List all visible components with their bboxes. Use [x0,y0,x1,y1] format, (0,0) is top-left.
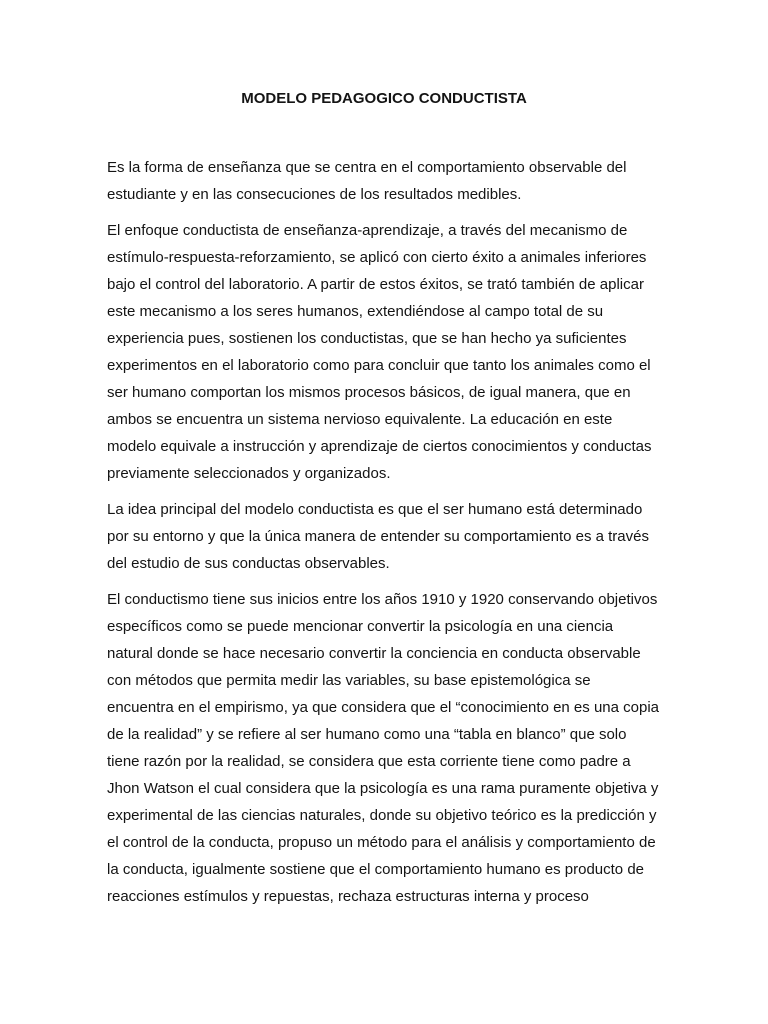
text-line: El enfoque conductista de enseñanza-aprendizaje, a través del mecanismo de [107,222,628,239]
text-line: experimentos en el laboratorio como para concluir que tanto los animales como el [107,357,651,374]
text-line: de la realidad” y se refiere al ser humano como una “tabla en blanco” que solo [107,726,627,743]
text-line: este mecanismo a los seres humanos, extendiéndose al campo total de su [107,303,604,320]
paragraph [107,217,667,487]
text-line: la conducta, igualmente sostiene que el comportamiento humano es producto de [107,861,645,878]
paragraph [107,154,667,208]
text-line: Es la forma de enseñanza que se centra en el comportamiento observable del [107,159,627,176]
text-line: natural donde se hace necesario convertir la conciencia en conducta observable [107,645,641,662]
text-line: experiencia pues, sostienen los conductistas, que se han hecho ya suficientes [107,330,627,347]
text-line: Jhon Watson el cual considera que la psicología es una rama puramente objetiva y [107,780,659,797]
text-line: previamente seleccionados y organizados. [107,465,391,482]
text-line: modelo equivale a instrucción y aprendizaje de ciertos conocimientos y conductas [107,438,652,455]
text-line: tiene razón por la realidad, se considera que esta corriente tiene como padre a [107,753,631,770]
text-line: por su entorno y que la única manera de entender su comportamiento es a través [107,528,649,545]
text-line: El conductismo tiene sus inicios entre los años 1910 y 1920 conservando objetivos [107,591,658,608]
text-line: el control de la conducta, propuso un método para el análisis y comportamiento de [107,834,656,851]
text-line: experimental de las ciencias naturales, donde su objetivo teórico es la predicción y [107,807,657,824]
document-body [107,154,667,919]
document-title: MODELO PEDAGOGICO CONDUCTISTA [241,90,527,107]
text-line: del estudio de sus conductas observables. [107,555,390,572]
text-line: estudiante y en las consecuciones de los resultados medibles. [107,186,522,203]
text-line: ser humano comportan los mismos procesos básicos, de igual manera, que en [107,384,631,401]
text-line: específicos como se puede mencionar convertir la psicología en una ciencia [107,618,614,635]
text-line: bajo el control del laboratorio. A partir de estos éxitos, se trató también de aplicar [107,276,644,293]
text-line: estímulo-respuesta-reforzamiento, se aplicó con cierto éxito a animales inferiores [107,249,647,266]
text-line: reacciones estímulos y repuestas, rechaza estructuras interna y proceso [107,888,589,905]
text-line: ambos se encuentra un sistema nervioso equivalente. La educación en este [107,411,613,428]
text-line: encuentra en el empirismo, ya que considera que el “conocimiento en es una copia [107,699,659,716]
paragraph [107,496,667,577]
text-line: con métodos que permita medir las variables, su base epistemológica se [107,672,591,689]
paragraph [107,586,667,910]
text-line: La idea principal del modelo conductista es que el ser humano está determinado [107,501,643,518]
